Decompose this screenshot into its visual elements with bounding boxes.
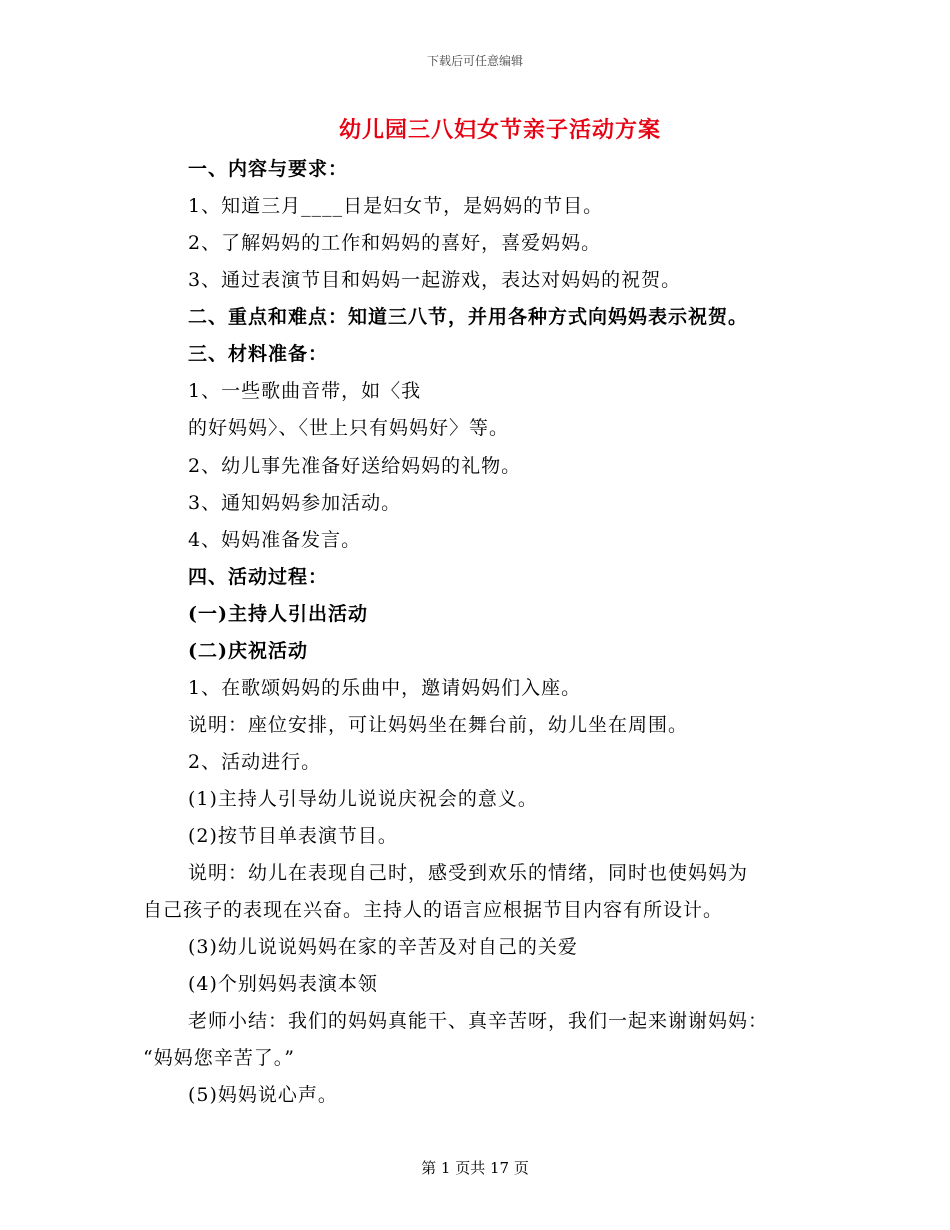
section-heading-2: 二、重点和难点：知道三八节，并用各种方式向妈妈表示祝贺。	[188, 306, 749, 328]
page-footer: 第 1 页共 17 页	[421, 1159, 529, 1177]
paragraph-line: (4)个别妈妈表演本领	[188, 973, 378, 995]
paragraph-line: 老师小结：我们的妈妈真能干、真辛苦呀，我们一起来谢谢妈妈：	[188, 1010, 769, 1032]
paragraph-line: 说明：幼儿在表现自己时，感受到欢乐的情绪，同时也使妈妈为	[188, 862, 749, 884]
paragraph-line: (5)妈妈说心声。	[188, 1084, 338, 1106]
document-title: 幼儿园三八妇女节亲子活动方案	[338, 117, 661, 143]
paragraph-line: (2)按节目单表演节目。	[188, 825, 398, 847]
paragraph-line: “妈妈您辛苦了。”	[143, 1047, 295, 1069]
page-header: 下载后可任意编辑	[426, 54, 523, 68]
section-heading-1: 一、内容与要求：	[188, 158, 349, 180]
paragraph-line: 3、通过表演节目和妈妈一起游戏，表达对妈妈的祝贺。	[188, 269, 682, 291]
paragraph-line: 2、了解妈妈的工作和妈妈的喜好，喜爱妈妈。	[188, 232, 602, 254]
paragraph-line: 说明：座位安排，可让妈妈坐在舞台前，幼儿坐在周围。	[188, 714, 689, 736]
paragraph-line: 3、通知妈妈参加活动。	[188, 492, 402, 514]
paragraph-line: (3)幼儿说说妈妈在家的辛苦及对自己的关爱	[188, 936, 578, 958]
subsection-heading: (一)主持人引出活动	[188, 603, 368, 625]
paragraph-line: 1、知道三月____日是妇女节，是妈妈的节目。	[188, 195, 604, 217]
paragraph-line: 2、活动进行。	[188, 751, 322, 773]
paragraph-line: 4、妈妈准备发言。	[188, 529, 362, 551]
paragraph-line: 的好妈妈〉、〈世上只有妈妈好〉等。	[188, 417, 510, 439]
paragraph-line: 2、幼儿事先准备好送给妈妈的礼物。	[188, 455, 522, 477]
subsection-heading: (二)庆祝活动	[188, 640, 308, 662]
paragraph-line: 自己孩子的表现在兴奋。主持人的语言应根据节目内容有所设计。	[143, 899, 724, 921]
section-heading-3: 三、材料准备：	[188, 343, 329, 365]
paragraph-line: 1、在歌颂妈妈的乐曲中，邀请妈妈们入座。	[188, 677, 582, 699]
paragraph-line: 1、一些歌曲音带，如〈我	[188, 380, 422, 402]
paragraph-line: (1)主持人引导幼儿说说庆祝会的意义。	[188, 788, 538, 810]
section-heading-4: 四、活动过程：	[188, 566, 329, 588]
